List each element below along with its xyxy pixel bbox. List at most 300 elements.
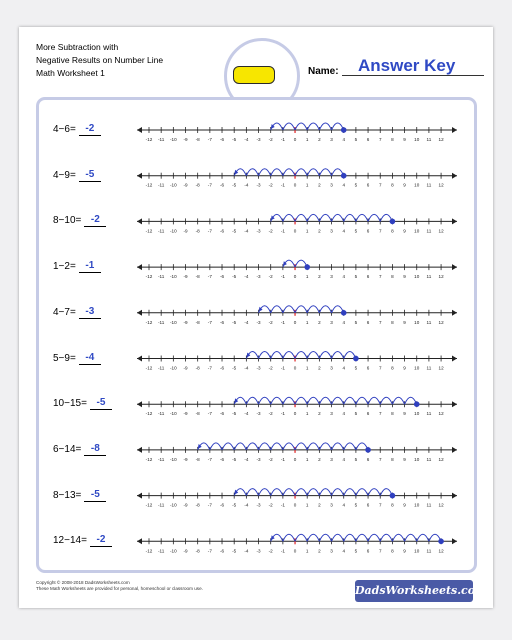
jump-arc — [271, 397, 283, 404]
tick-label: 11 — [426, 274, 432, 280]
tick-label: -2 — [268, 319, 273, 325]
tick-label: 4 — [342, 182, 346, 188]
jump-arc — [319, 352, 331, 359]
right-arrow-icon — [452, 538, 457, 544]
tick-label: -9 — [183, 411, 188, 417]
number-line — [137, 214, 457, 233]
tick-label: -2 — [268, 228, 273, 234]
tick-label: 9 — [403, 274, 406, 280]
jump-arc — [417, 534, 429, 541]
tick-label: 11 — [426, 228, 432, 234]
problem-expression: 6−14= — [53, 443, 82, 455]
tick-label: -1 — [280, 365, 285, 371]
tick-label: 9 — [403, 411, 406, 417]
tick-label: -12 — [145, 548, 153, 554]
tick-label: 9 — [403, 456, 406, 462]
tick-label: 11 — [426, 182, 432, 188]
number-line — [137, 443, 457, 462]
tick-label: -9 — [183, 502, 188, 508]
jump-arc — [368, 489, 380, 496]
tick-label: -4 — [244, 319, 249, 325]
tick-label: -10 — [170, 456, 177, 462]
answer-value: -5 — [84, 489, 106, 502]
tick-label: 10 — [414, 274, 420, 280]
tick-label: 5 — [354, 456, 358, 462]
tick-label: 8 — [391, 319, 394, 325]
name-label: Name: — [308, 66, 339, 77]
jump-arc — [271, 489, 283, 496]
tick-label: -9 — [183, 365, 188, 371]
jump-arc — [319, 489, 331, 496]
tick-label: -5 — [232, 365, 237, 371]
tick-label: 8 — [391, 456, 394, 462]
jump-arc — [368, 214, 380, 221]
tick-label: 11 — [426, 411, 432, 417]
tick-label: 0 — [293, 137, 297, 142]
tick-label: 6 — [366, 182, 370, 188]
tick-label: -12 — [145, 137, 153, 142]
tick-label: -2 — [268, 548, 273, 554]
tick-label: -11 — [158, 502, 165, 508]
tick-label: 0 — [293, 502, 297, 508]
tick-label: -4 — [244, 228, 249, 234]
tick-label: 10 — [414, 319, 420, 325]
tick-label: -4 — [244, 137, 249, 142]
tick-label: 2 — [318, 365, 321, 371]
jump-arc — [332, 397, 344, 404]
tick-label: -6 — [219, 502, 225, 508]
tick-label: 12 — [438, 456, 444, 462]
right-arrow-icon — [452, 127, 457, 133]
right-arrow-icon — [452, 493, 457, 499]
jump-arc — [283, 352, 295, 359]
tick-label: -1 — [280, 182, 285, 188]
jump-arc — [271, 306, 283, 313]
tick-label: -3 — [256, 228, 261, 234]
right-arrow-icon — [452, 447, 457, 453]
tick-label: 6 — [366, 137, 370, 142]
tick-label: 5 — [354, 502, 358, 508]
jump-arc — [319, 534, 331, 541]
tick-label: -1 — [280, 319, 285, 325]
tick-label: -11 — [158, 456, 165, 462]
jump-arc — [283, 123, 295, 130]
tick-label: 0 — [293, 365, 297, 371]
jump-arc — [344, 534, 356, 541]
tick-label: -4 — [244, 502, 249, 508]
number-line — [137, 306, 457, 325]
start-point — [390, 219, 396, 225]
tick-label: 10 — [414, 411, 420, 417]
tick-label: -10 — [170, 274, 177, 280]
usage-text: These Math Worksheets are provided for personal, homeschool or classroom use. — [36, 586, 203, 591]
tick-label: -12 — [145, 182, 153, 188]
jump-arc — [283, 169, 295, 176]
tick-label: -9 — [183, 274, 188, 280]
tick-label: -12 — [145, 365, 153, 371]
tick-label: 9 — [403, 137, 406, 142]
start-point — [414, 401, 420, 407]
title-line-1: More Subtraction with — [36, 42, 119, 52]
tick-label: -7 — [207, 411, 212, 417]
start-point — [341, 127, 347, 133]
tick-label: -12 — [145, 319, 153, 325]
tick-label: 2 — [318, 137, 321, 142]
tick-label: -7 — [207, 502, 212, 508]
tick-label: -4 — [244, 365, 249, 371]
jump-arc — [368, 534, 380, 541]
number-line — [137, 352, 457, 371]
tick-label: -3 — [256, 411, 261, 417]
tick-label: -8 — [195, 502, 200, 508]
tick-label: -2 — [268, 365, 273, 371]
tick-label: -6 — [219, 456, 225, 462]
tick-label: 12 — [438, 365, 444, 371]
tick-label: 12 — [438, 319, 444, 325]
tick-label: 8 — [391, 502, 394, 508]
tick-label: -3 — [256, 274, 261, 280]
tick-label: 8 — [391, 274, 394, 280]
jump-arc — [392, 397, 404, 404]
jump-arc — [295, 306, 307, 313]
tick-label: 2 — [318, 456, 321, 462]
tick-label: 5 — [354, 274, 358, 280]
tick-label: -5 — [232, 182, 237, 188]
tick-label: 2 — [318, 502, 321, 508]
tick-label: -8 — [195, 411, 200, 417]
tick-label: -5 — [232, 456, 237, 462]
answer-value: -5 — [79, 169, 101, 182]
tick-label: -6 — [219, 548, 225, 554]
tick-label: -8 — [195, 319, 200, 325]
tick-label: 12 — [438, 182, 444, 188]
tick-label: -11 — [158, 365, 165, 371]
title-line-2: Negative Results on Number Line — [36, 55, 164, 65]
jump-arc — [259, 489, 271, 496]
jump-arc — [392, 534, 404, 541]
jump-arc — [295, 489, 307, 496]
tick-label: 3 — [330, 411, 333, 417]
jump-arc — [332, 352, 344, 359]
jump-arc — [283, 489, 295, 496]
jump-arc — [307, 443, 319, 450]
tick-label: 9 — [403, 319, 406, 325]
tick-label: -5 — [232, 319, 237, 325]
number-line — [137, 489, 457, 508]
tick-label: -1 — [280, 137, 285, 142]
answer-value: -5 — [90, 397, 112, 410]
tick-label: -9 — [183, 137, 188, 142]
jump-arc — [307, 352, 319, 359]
tick-label: 3 — [330, 137, 333, 142]
jump-arc — [283, 443, 295, 450]
tick-label: 3 — [330, 502, 333, 508]
jump-arc — [344, 214, 356, 221]
tick-label: 2 — [318, 228, 321, 234]
tick-label: 8 — [391, 228, 394, 234]
tick-label: -11 — [158, 319, 165, 325]
answer-value: -3 — [79, 306, 101, 319]
tick-label: 8 — [391, 411, 394, 417]
tick-label: 3 — [330, 182, 333, 188]
tick-label: -7 — [207, 319, 212, 325]
tick-label: -4 — [244, 274, 249, 280]
tick-label: -7 — [207, 456, 212, 462]
jump-arc — [271, 443, 283, 450]
tick-label: -8 — [195, 548, 200, 554]
tick-label: 11 — [426, 137, 432, 142]
tick-label: -1 — [280, 228, 285, 234]
right-arrow-icon — [452, 401, 457, 407]
tick-label: 12 — [438, 228, 444, 234]
left-arrow-icon — [137, 310, 142, 316]
tick-label: 4 — [342, 228, 346, 234]
title-line-3: Math Worksheet 1 — [36, 68, 105, 78]
tick-label: -4 — [244, 411, 249, 417]
tick-label: -4 — [244, 182, 249, 188]
tick-label: -3 — [256, 182, 261, 188]
tick-label: -11 — [158, 411, 165, 417]
tick-label: 1 — [305, 319, 309, 325]
left-arrow-icon — [137, 401, 142, 407]
answer-key-heading: Answer Key — [358, 56, 456, 75]
tick-label: 7 — [378, 411, 382, 417]
jump-arc — [332, 214, 344, 221]
number-line — [137, 123, 457, 142]
jump-arc — [234, 443, 246, 450]
problem-expression: 4−9= — [53, 169, 76, 181]
tick-label: 12 — [438, 274, 444, 280]
tick-label: 0 — [293, 548, 297, 554]
tick-label: 5 — [354, 411, 358, 417]
jump-arc — [283, 397, 295, 404]
tick-label: 9 — [403, 365, 406, 371]
tick-label: 9 — [403, 182, 406, 188]
jump-arc — [356, 397, 368, 404]
tick-label: 11 — [426, 502, 432, 508]
tick-label: 10 — [414, 502, 420, 508]
tick-label: 4 — [342, 137, 346, 142]
tick-label: 6 — [366, 548, 370, 554]
tick-label: -1 — [280, 411, 285, 417]
problem-expression: 4−6= — [53, 124, 76, 135]
tick-label: 6 — [366, 502, 370, 508]
tick-label: -6 — [219, 137, 225, 142]
tick-label: 12 — [438, 502, 444, 508]
jump-arc — [319, 169, 331, 176]
tick-label: -3 — [256, 502, 261, 508]
tick-label: -6 — [219, 319, 225, 325]
answer-value: -2 — [79, 123, 101, 136]
tick-label: 10 — [414, 182, 420, 188]
tick-label: -5 — [232, 228, 237, 234]
problem-expression: 4−7= — [53, 306, 76, 318]
tick-label: 7 — [378, 456, 382, 462]
tick-label: 4 — [342, 502, 346, 508]
tick-label: -8 — [195, 274, 200, 280]
tick-label: -12 — [145, 502, 153, 508]
tick-label: 0 — [293, 182, 297, 188]
tick-label: 3 — [330, 365, 333, 371]
tick-label: -2 — [268, 137, 273, 142]
jump-arc — [307, 534, 319, 541]
tick-label: -3 — [256, 548, 261, 554]
tick-label: 1 — [305, 456, 309, 462]
answer-value: -2 — [90, 534, 112, 547]
tick-label: -9 — [183, 548, 188, 554]
jump-arc — [295, 534, 307, 541]
tick-label: 10 — [414, 137, 420, 142]
tick-label: -6 — [219, 365, 225, 371]
tick-label: 7 — [378, 502, 382, 508]
jump-arc — [344, 397, 356, 404]
jump-arc — [246, 443, 258, 450]
jump-arc — [319, 123, 331, 130]
left-arrow-icon — [137, 493, 142, 499]
tick-label: 0 — [293, 319, 297, 325]
tick-label: 6 — [366, 228, 370, 234]
tick-label: 2 — [318, 319, 321, 325]
tick-label: -12 — [145, 228, 153, 234]
jump-arc — [344, 443, 356, 450]
copyright-text: Copyright © 2008-2018 DadsWorksheets.com — [36, 580, 130, 585]
jump-arc — [259, 397, 271, 404]
tick-label: -8 — [195, 365, 200, 371]
tick-label: 11 — [426, 548, 432, 554]
jump-arc — [295, 214, 307, 221]
tick-label: 5 — [354, 228, 358, 234]
tick-label: 11 — [426, 319, 432, 325]
jump-arc — [344, 489, 356, 496]
tick-label: -2 — [268, 502, 273, 508]
tick-label: -4 — [244, 456, 249, 462]
tick-label: 3 — [330, 548, 333, 554]
jump-arc — [295, 352, 307, 359]
jump-arc — [307, 169, 319, 176]
jump-arc — [356, 214, 368, 221]
jump-arc — [380, 397, 392, 404]
number-line — [137, 169, 457, 188]
tick-label: 12 — [438, 137, 444, 142]
start-point — [390, 493, 396, 499]
tick-label: -2 — [268, 182, 273, 188]
tick-label: -3 — [256, 365, 261, 371]
tick-label: -11 — [158, 274, 165, 280]
tick-label: 5 — [354, 319, 358, 325]
tick-label: -2 — [268, 274, 273, 280]
tick-label: -6 — [219, 228, 225, 234]
tick-label: 9 — [403, 228, 406, 234]
tick-label: -11 — [158, 548, 165, 554]
tick-label: 5 — [354, 548, 358, 554]
tick-label: 1 — [305, 137, 309, 142]
tick-label: -1 — [280, 456, 285, 462]
tick-label: -10 — [170, 182, 177, 188]
tick-label: -5 — [232, 137, 237, 142]
tick-label: 11 — [426, 365, 432, 371]
tick-label: 12 — [438, 548, 444, 554]
jump-arc — [259, 443, 271, 450]
tick-label: -7 — [207, 274, 212, 280]
footer — [36, 580, 203, 592]
tick-label: -10 — [170, 411, 177, 417]
problem-expression: 5−9= — [53, 352, 76, 364]
tick-label: -7 — [207, 228, 212, 234]
number-line — [137, 260, 457, 279]
tick-label: 10 — [414, 365, 420, 371]
tick-label: 6 — [366, 365, 370, 371]
jump-arc — [246, 489, 258, 496]
tick-label: 10 — [414, 456, 420, 462]
tick-label: -9 — [183, 319, 188, 325]
tick-label: 2 — [318, 548, 321, 554]
tick-label: -1 — [280, 548, 285, 554]
tick-label: -8 — [195, 456, 200, 462]
jump-arc — [246, 169, 258, 176]
jump-arc — [295, 397, 307, 404]
tick-label: -9 — [183, 182, 188, 188]
jump-arc — [246, 397, 258, 404]
tick-label: -6 — [219, 411, 225, 417]
jump-arc — [307, 489, 319, 496]
tick-label: 8 — [391, 182, 394, 188]
jump-arc — [283, 214, 295, 221]
jump-arc — [332, 443, 344, 450]
left-arrow-icon — [137, 127, 142, 133]
tick-label: -7 — [207, 137, 212, 142]
tick-label: -11 — [158, 228, 165, 234]
jump-arc — [307, 306, 319, 313]
tick-label: 4 — [342, 456, 346, 462]
tick-label: 7 — [378, 182, 382, 188]
start-point — [438, 539, 444, 545]
tick-label: -5 — [232, 502, 237, 508]
tick-label: 10 — [414, 548, 420, 554]
tick-label: -3 — [256, 319, 261, 325]
tick-label: 1 — [305, 228, 309, 234]
tick-label: -9 — [183, 228, 188, 234]
jump-arc — [405, 534, 417, 541]
tick-label: -7 — [207, 548, 212, 554]
tick-label: 1 — [305, 365, 309, 371]
tick-label: 2 — [318, 182, 321, 188]
jump-arc — [295, 123, 307, 130]
right-arrow-icon — [452, 310, 457, 316]
tick-label: 8 — [391, 137, 394, 142]
tick-label: -11 — [158, 137, 165, 142]
tick-label: 1 — [305, 502, 309, 508]
tick-label: 7 — [378, 365, 382, 371]
tick-label: 12 — [438, 411, 444, 417]
left-arrow-icon — [137, 173, 142, 179]
tick-label: 9 — [403, 548, 406, 554]
jump-arc — [356, 534, 368, 541]
tick-label: 1 — [305, 182, 309, 188]
tick-label: 4 — [342, 548, 346, 554]
tick-label: 8 — [391, 548, 394, 554]
tick-label: -8 — [195, 228, 200, 234]
problem-expression: 8−10= — [53, 215, 82, 227]
left-arrow-icon — [137, 356, 142, 362]
jump-arc — [295, 443, 307, 450]
jump-arc — [380, 534, 392, 541]
tick-label: 5 — [354, 182, 358, 188]
tick-label: 1 — [305, 274, 309, 280]
tick-label: -12 — [145, 456, 153, 462]
start-point — [365, 447, 371, 453]
tick-label: 7 — [378, 137, 382, 142]
answer-value: -4 — [79, 352, 101, 365]
